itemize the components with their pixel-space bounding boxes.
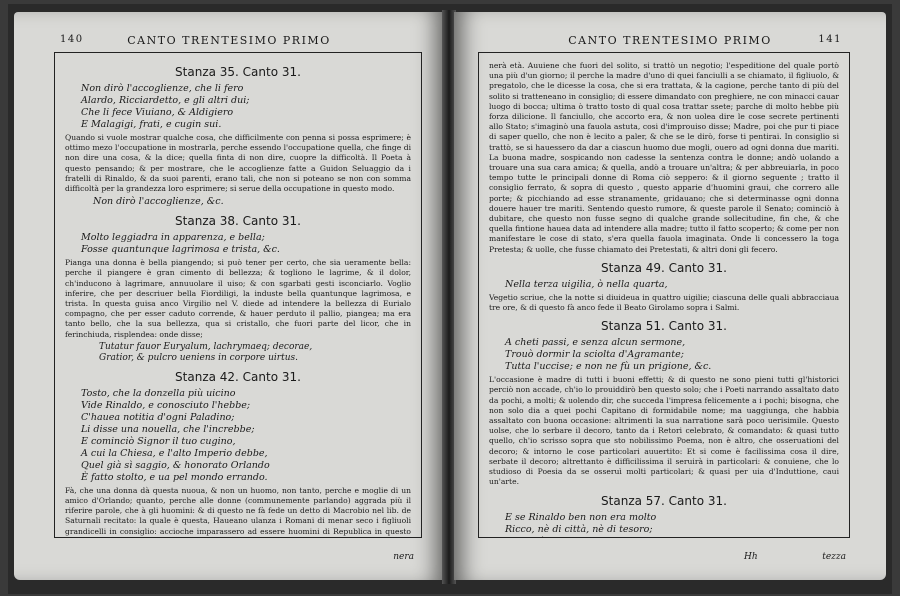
verse-line: Nella terza uigilia, ò nella quarta, xyxy=(505,278,668,290)
right-page-header xyxy=(454,34,886,50)
stanza-heading: Stanza 57. Canto 31. xyxy=(601,493,727,508)
commentary-paragraph: Vegetio scriue, che la notte si diuideua in quattro uigilie; ciascuna delle quali abbracciaua tre ore, & di questo fà anco fede il Beato Girolamo sopra i Salmi. xyxy=(489,292,839,313)
commentary-paragraph: L'occasione è madre di tutti i buoni effetti; & di questo ne sono pieni tutti gl'historici perciò non accade, ch'io lo prouiddirò ben questo solo; che i Poeti narrando assaltato dato da pochi, a molti; & uolendo dir, che succeda l'impresa felicemente a i pochi; bisogna, che non solo dia a quei pochi Capitano di formidabile nome; ma uaggiunga, che habbia assaltato con buona occasione: altrimenti la sua narratione sarà poco uerisimile. Questo uolse, che lo serbare il decoro, tanto da i Retori celebrato, & comandato: & quasi tutto quello, ch'io scrisso sopra que sto nobilissimo Poema, non è altro, che osseruationi del decoro; & intorno le cose particolari auuertito: Et si come è facilissima cosa il dire, serbate il decoro; altrettanto è difficilissima il seruirà in particolari: & conuiene, che lo studioso di Poesia da se osseruì molti particolari; & quasi per uia d'Induttione, caui un'arte. xyxy=(489,375,839,487)
verse-line: Quel già sì saggio, & honorato Orlando xyxy=(81,459,270,471)
stanza-heading: Stanza 38. Canto 31. xyxy=(175,214,301,229)
verse-line: È fatto stolto, e ua pel mondo errando. xyxy=(81,471,268,483)
verse-line: Non dirò l'accoglienze, &c. xyxy=(93,196,224,208)
verse-line: A cui la Chiesa, e l'alto Imperio debbe, xyxy=(81,447,268,459)
verse-line: E Malagigi, frati, e cugin sui. xyxy=(81,119,222,130)
open-book xyxy=(8,4,892,594)
verse-line: Alardo, Ricciardetto, e gli altri dui; xyxy=(81,95,250,106)
commentary-paragraph: Pianga una donna è bella piangendo; si può tener per certo, che sia ueramente bella: perche il piangere è gran cimento di bellezza; & togliono le lagrime, & il dolor, ch'inducono à lagrimare, annuuolare il uiso; & con sgarbati gesti isconciarlo. Voglio inferire, che per descriuer bella Fiordiligi, la induste bella quantunque lagrimosa, e trista. In questa guisa anco Virgilio nel V. diede ad intendere la bellezza di Eurialo compagno, che per esser caduto corrende, & hauer perduto il pallio, piangea; ma era tanto bello, che la sua bellezza, qua si cristallo, che fuori parte del licor, che in ferinchiuda, risplendea: onde disse; xyxy=(65,258,411,339)
verse-line: Li disse una nouella, che l'increbbe; xyxy=(81,423,255,435)
stanza-heading: Stanza 35. Canto 31. xyxy=(175,65,301,79)
right-text-frame xyxy=(478,52,850,538)
stanza-heading: Stanza 51. Canto 31. xyxy=(601,319,727,334)
commentary-paragraph: Quando si vuole mostrar qualche cosa, che difficilmente con penna si possa esprimere; è ottimo mezo l'occupatione in mostrarla, perche essendo l'occupatione quella, che finge di non dire una cosa, & la dice; quella finta di non dire, cuopre la difficoltà. Il Poeta à questo pensando; & per mostrare, che le accoglienze fatte a Guidon Seluaggio da i fratelli di Rinaldo, & da suoi parenti, erano tali, che non si poteano se non con somma difficoltà per la grandezza loro esprimere; si serue della occupatione in questo modo. xyxy=(65,133,411,194)
verse-line: Molto leggiadra in apparenza, e bella; xyxy=(81,232,265,244)
right-catchword: tezza xyxy=(822,552,846,562)
verse-line: Tutta l'uccise; e non ne fù un prigione, &c. xyxy=(505,361,712,373)
commentary-paragraph: nerà età. Auuiene che fuori del solito, si trattò un negotio; l'espeditione del quale portò una più d'un giorno; il perche la madre d'uno di quei fanciulli a se chiamato, il figliuolo, & pregatolo, che le dicesse la cosa, che si era trattata, & la cagione, perche tanto di più del solito si tratteneano in consiglio; di essere dimandato con preghiere, ne con minacci cauar luogo di bocca; ultima ò tratto tosto di qual cosa trattar ssete; parche di molto hebbe più forza dilicione. Il fanciullo, che accorto era, & non uolea dire le cose secrete pertinenti allo Stato; s'imaginò una fauola astuta, cosi d'improuiso disse; Madre, poi che pur ti piace di saper quello, che non è lecito a paler, & che se le dirò, forse ti pentirai. In consiglio si trattò, se si hauessero da dar a ciascun huomo due mogli, ouero ad ogni donna due mariti. La buona madre, sospicando non cadesse la sentenza contra le donne; andò uolando a trouare una sua cara amica; & quella, andò a trouare un'altra; & per abbreuiarla, in poco tempo tutte le principali donne di Roma ciò seppero: & il giorno seguente ; tratto il consiglio ferrato, & sopra di questo , questo apparie d'huomini graui, che correro alle porte; & picchiando ad esse stranamente, gridauano; che si determinasse ogni donna douere hauer tre mariti. Sentendo questo rumore, & queste parole il Senato; cominciò à dubitare, che questo non fusse segno di qualche grande sollecitudine, fin che, & che quella fintione hauea data ad intendere alla madre; tutto il fatto scoperto; & come per non manifestare le cose di stato, s'era quella fauola imaginata. Onde li concessero la toga Pretesta; & uolle, che fusse chiamato dei Pretestati, & altri doni gli fecero. xyxy=(489,61,839,254)
latin-quote-line: Gratior, & pulcro ueniens in corpore uirtus. xyxy=(99,352,298,363)
verse-line: Vide Rinaldo, e conosciuto l'hebbe; xyxy=(81,399,251,411)
verse-line: Non dirò l'accoglienze, che li fero xyxy=(81,83,244,94)
verse-line: C'hauea notitia d'ogni Paladino; xyxy=(81,411,235,423)
commentary-paragraph: Fà, che una donna dà questa nuoua, & non un huomo, non tanto, perche e moglie di un amico d'Orlando; quanto, perche alle donne (communemente parlando) aggrada più il riferire parole, che à gli huomini: & di questo ne fà fede un detto di Macrobio nel lib. de Saturnali recitato: la quale è questa, Haueano ulanza i Romani di menar seco i figliuoli grandicelli in consiglio: accioche imparassero ad essere huomini di Republica in questo xyxy=(65,485,411,536)
verse-line: Ricco, nè di città, nè di tesoro; xyxy=(505,523,653,535)
verse-line: Fosse quantunque lagrimosa e trista, &c. xyxy=(81,244,280,256)
left-running-head: CANTO TRENTESIMO PRIMO xyxy=(127,34,331,47)
verse-line: Che li fece Viuiano, & Aldigiero xyxy=(81,107,234,118)
right-running-head: CANTO TRENTESIMO PRIMO xyxy=(568,34,772,47)
signature-mark: Hh xyxy=(744,552,758,562)
verse-line: E cominciò Signor il tuo cugino, xyxy=(81,435,236,447)
right-page xyxy=(454,12,886,580)
left-page-number: 140 xyxy=(60,34,84,45)
left-text-frame xyxy=(54,52,422,538)
latin-quote-line: Tutatur fauor Euryalum, lachrymaeq; decorae, xyxy=(99,341,313,352)
left-catchword: nera xyxy=(393,552,414,562)
verse-line: Tosto, che la donzella più uicino xyxy=(81,387,236,399)
left-page-header xyxy=(14,34,444,50)
stanza-heading: Stanza 49. Canto 31. xyxy=(601,260,727,275)
stanza-heading: Stanza 42. Canto 31. xyxy=(175,369,301,384)
verse-line: A cheti passi, e senza alcun sermone, xyxy=(505,337,686,349)
right-page-number: 141 xyxy=(818,34,842,45)
verse-line: Trouò dormir la sciolta d'Agramante; xyxy=(505,349,684,361)
left-page xyxy=(14,12,444,580)
verse-line xyxy=(489,536,839,539)
verse-line: E se Rinaldo ben non era molto xyxy=(505,511,657,523)
